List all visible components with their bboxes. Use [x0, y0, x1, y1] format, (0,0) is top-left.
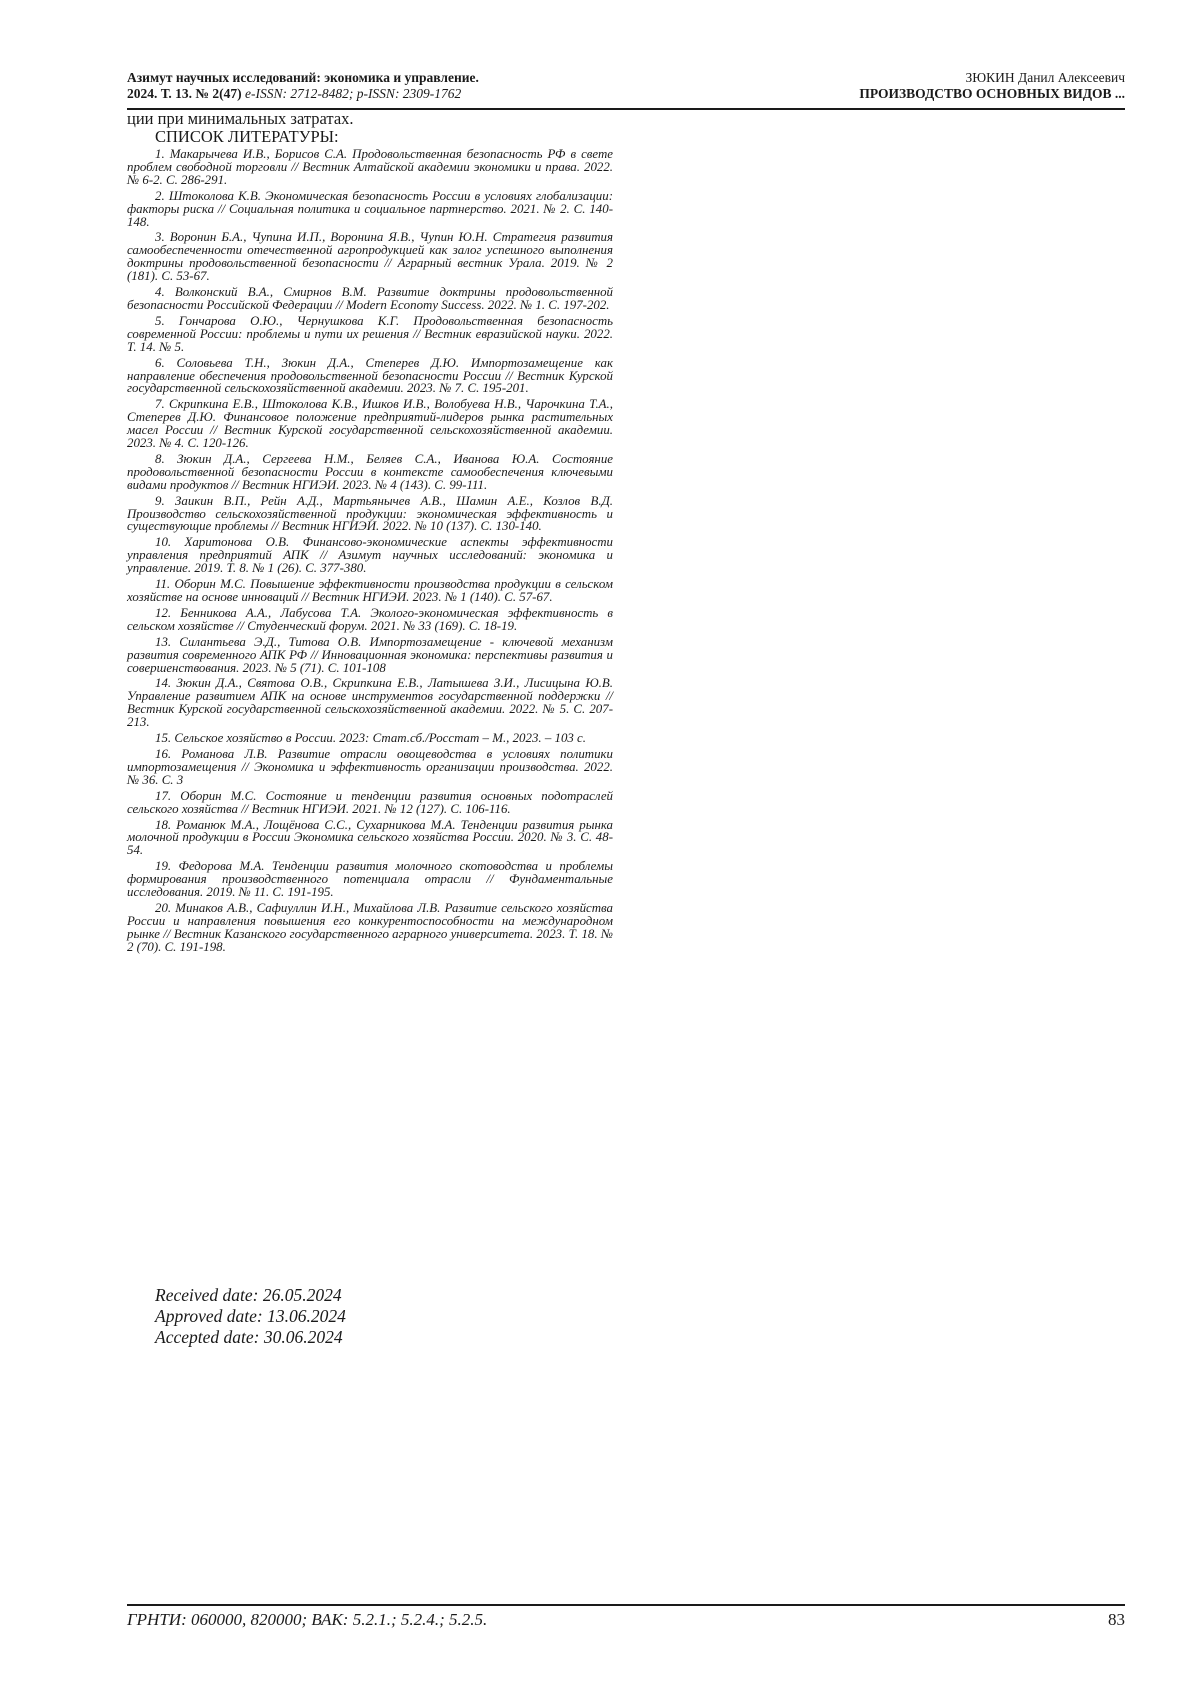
reference-item: 15. Сельское хозяйство в России. 2023: Стат.сб./Росстат – М., 2023. – 103 с. — [155, 731, 587, 746]
reference-item: 10. Харитонова О.В. Финансово-экономические аспекты эффективности управления предприятий АПК // Азимут научных исследований: экономика и управление. 2019. Т. 8. № 1 (26). С. 377-380. — [127, 535, 613, 576]
article-title: ПРОИЗВОДСТВО ОСНОВНЫХ ВИДОВ ... — [859, 86, 1125, 101]
reference-item: 7. Скрипкина Е.В., Штоколова К.В., Ишков И.В., Волобуева Н.В., Чарочкина Т.А., Степерев Д.Ю. Финансовое положение предприятий-лидеров рынка растительных масел России // Вестник Курской государственной сельскохозяйственной академии. 2023. № 4. С. 120-126. — [127, 397, 613, 451]
accepted-date: Accepted date: 30.06.2024 — [155, 1327, 343, 1347]
page-number: 83 — [1108, 1610, 1125, 1629]
main-column — [127, 110, 613, 957]
reference-item: 16. Романова Л.В. Развитие отрасли овощеводства в условиях политики импортозамещения // Экономика и эффективность организации производства. 2022. № 36. С. 3 — [127, 746, 613, 787]
reference-list — [127, 148, 613, 954]
reference-item: 5. Гончарова О.Ю., Чернушкова К.Г. Продовольственная безопасность современной России: проблемы и пути их решения // Вестник евразийской науки. 2022. Т. 14. № 5. — [127, 313, 613, 354]
issue-number: 2024. Т. 13. № 2(47) — [127, 86, 242, 101]
reference-item: 13. Силантьева Э.Д., Титова О.В. Импортозамещение - ключевой механизм развития современного АПК РФ // Инновационная экономика: перспективы развития и совершенствования. 2023. № 5 (71). С. 101-108 — [127, 634, 613, 675]
reference-item: 17. Оборин М.С. Состояние и тенденции развития основных подотраслей сельского хозяйства // Вестник НГИЭИ. 2021. № 12 (127). С. 106-116. — [127, 788, 613, 816]
reference-item: 18. Романюк М.А., Лощёнова С.С., Сухарникова М.А. Тенденции развития рынка молочной продукции в России Экономика сельского хозяйства России. 2020. № 3. С. 48-54. — [127, 817, 613, 858]
reference-item: 9. Заикин В.П., Рейн А.Д., Мартьянычев А.В., Шамин А.Е., Козлов В.Д. Производство сельскохозяйственной продукции: экономическая эффективность и существующие проблемы // Вестник НГИЭИ. 2022. № 10 (137). С. 130-140. — [127, 493, 613, 534]
reference-item: 12. Бенникова А.А., Лабусова Т.А. Эколого-экономическая эффективность в сельском хозяйстве // Студенческий форум. 2021. № 33 (169). С. 18-19. — [127, 605, 613, 633]
journal-info — [127, 70, 479, 102]
references-heading: СПИСОК ЛИТЕРАТУРЫ: — [155, 127, 339, 146]
author-name: ЗЮКИН Данил Алексеевич — [965, 70, 1125, 85]
reference-item: 14. Зюкин Д.А., Святова О.В., Скрипкина Е.В., Латышева З.И., Лисицына Ю.В. Управление развитием АПК на основе инструментов государственной поддержки // Вестник Курской государственной сельскохозяйственной академии. 2022. № 5. С. 207-213. — [127, 676, 613, 730]
running-footer — [127, 1609, 1125, 1633]
reference-item: 20. Минаков А.В., Сафиуллин И.Н., Михайлова Л.В. Развитие сельского хозяйства России и направления повышения его конкурентоспособности на международном рынке // Вестник Казанского государственного аграрного университета. 2023. Т. 18. № 2 (70). С. 191-198. — [127, 900, 613, 954]
journal-name: Азимут научных исследований: экономика и управление. — [127, 70, 479, 85]
reference-item: 11. Оборин М.С. Повышение эффективности производства продукции в сельском хозяйстве на основе инноваций // Вестник НГИЭИ. 2023. № 1 (140). С. 57-67. — [127, 577, 613, 604]
approved-date: Approved date: 13.06.2024 — [155, 1306, 346, 1326]
reference-item: 3. Воронин Б.А., Чупина И.П., Воронина Я.В., Чупин Ю.Н. Стратегия развития самообеспеченности отечественной агропродукцией как залог успешного выполнения доктрины продовольственной безопасности // Аграрный вестник Урала. 2019. № 2 (181). С. 53-67. — [127, 230, 613, 284]
footer-divider — [127, 1604, 1125, 1606]
reference-item: 19. Федорова М.А. Тенденции развития молочного скотоводства и проблемы формирования производственного потенциала отрасли // Фундаментальные исследования. 2019. № 11. С. 191-195. — [127, 859, 613, 900]
issue-line — [127, 86, 479, 102]
reference-item: 6. Соловьева Т.Н., Зюкин Д.А., Степерев Д.Ю. Импортозамещение как направление обеспечения продовольственной безопасности России // Вестник Курской государственной сельскохозяйственной академии. 2023. № 7. С. 195-201. — [127, 355, 613, 396]
reference-item: 1. Макарычева И.В., Борисов С.А. Продовольственная безопасность РФ в свете проблем свободной торговли // Вестник Алтайской академии экономики и права. 2022. № 6-2. С. 286-291. — [127, 147, 613, 187]
reference-item: 2. Штоколова К.В. Экономическая безопасность России в условиях глобализации: факторы риска // Социальная политика и социальное партнерство. 2021. № 2. С. 140-148. — [127, 188, 613, 229]
reference-item: 4. Волконский В.А., Смирнов В.М. Развитие доктрины продовольственной безопасности Российской Федерации // Modern Economy Success. 2022. № 1. С. 197-202. — [127, 285, 613, 312]
article-info — [859, 70, 1125, 102]
submission-dates — [155, 1285, 346, 1348]
classification-codes: ГРНТИ: 060000, 820000; ВАК: 5.2.1.; 5.2.4.; 5.2.5. — [127, 1610, 488, 1629]
issn: e-ISSN: 2712-8482; p-ISSN: 2309-1762 — [244, 86, 462, 101]
reference-item: 8. Зюкин Д.А., Сергеева Н.М., Беляев С.А., Иванова Ю.А. Состояние продовольственной безопасности России в контексте самообеспечения ключевыми видами продуктов // Вестник НГИЭИ. 2023. № 4 (143). С. 99-111. — [127, 451, 613, 492]
received-date: Received date: 26.05.2024 — [155, 1285, 342, 1305]
continuation-text: ции при минимальных затратах. — [127, 109, 354, 128]
running-header — [127, 70, 1125, 108]
